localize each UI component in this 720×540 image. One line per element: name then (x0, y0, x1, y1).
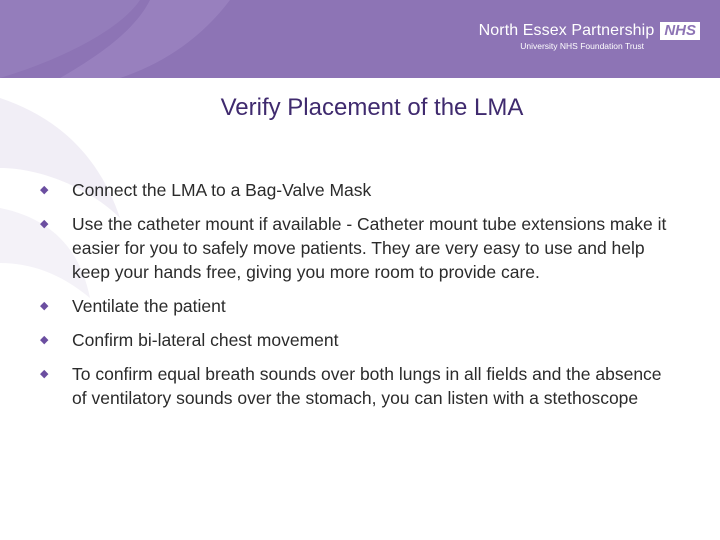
diamond-bullet-icon: ◆ (40, 218, 49, 230)
nhs-badge: NHS (660, 22, 700, 40)
slide-title: Verify Placement of the LMA (220, 94, 524, 121)
bullet-item (40, 294, 680, 318)
org-logo (479, 22, 700, 51)
bullet-text: To confirm equal breath sounds over both lungs in all fields and the absence of ventilatory sounds over the stomach, you can listen with a stethoscope (72, 364, 662, 408)
diamond-bullet-icon: ◆ (40, 300, 49, 312)
diamond-bullet-icon: ◆ (40, 184, 49, 196)
bullet-list (40, 178, 680, 420)
diamond-bullet-icon: ◆ (40, 368, 49, 380)
bullet-text: Ventilate the patient (72, 296, 226, 316)
bullet-text: Confirm bi-lateral chest movement (72, 330, 339, 350)
bullet-item (40, 178, 680, 202)
bullet-item (40, 328, 680, 352)
bullet-item (40, 212, 680, 284)
org-name: North Essex Partnership (478, 22, 655, 39)
header-banner (0, 0, 720, 78)
diamond-bullet-icon: ◆ (40, 334, 49, 346)
org-subtitle: University NHS Foundation Trust (520, 41, 644, 51)
bullet-text: Use the catheter mount if available - Catheter mount tube extensions make it easier for you to safely move patients. They are very easy to use and help keep your hands free, giving you more room to provide care. (72, 214, 667, 282)
bullet-text: Connect the LMA to a Bag-Valve Mask (72, 180, 372, 200)
bullet-item (40, 362, 680, 410)
